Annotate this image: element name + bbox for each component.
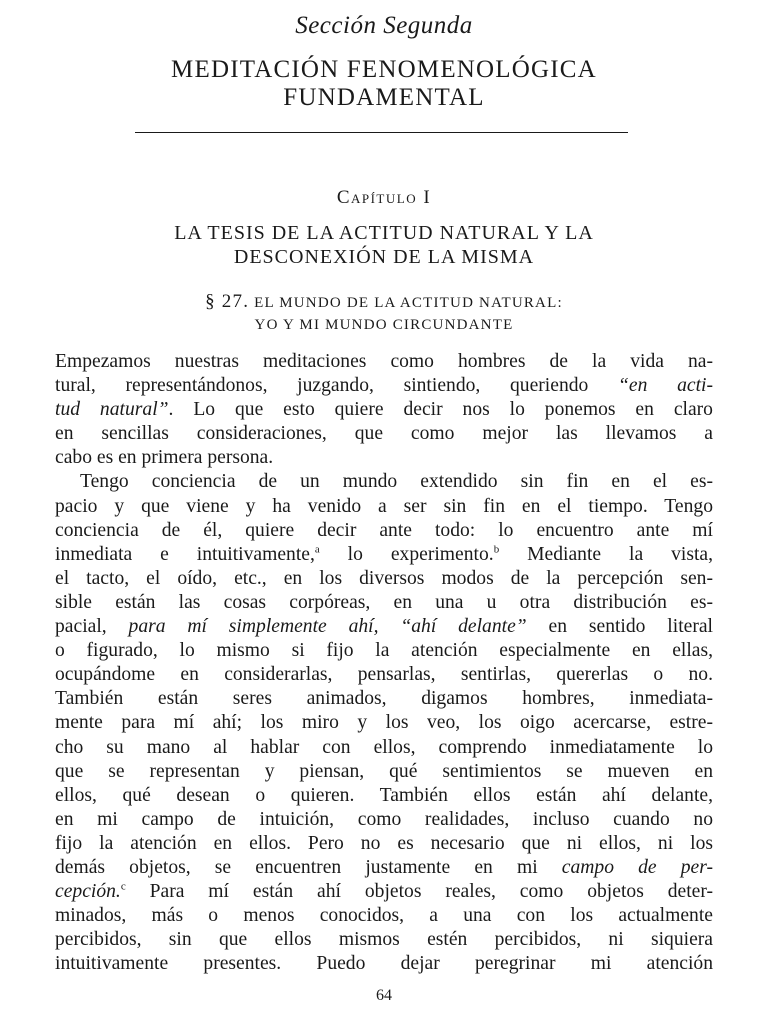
body-line-11: sible están las cosas corpóreas, en una u otra distribución es- [55,591,713,613]
footnote-mark: b [493,543,500,556]
section-title-line-1: MEDITACIÓN FENOMENOLÓGICA [171,56,597,83]
section-sign: § 27. [205,291,250,312]
divider-rule [135,132,628,133]
chapter-title-line-2: DESCONEXIÓN DE LA MISMA [233,246,535,268]
body-line-15: También están seres animados, digamos hombres, inmediata- [55,688,713,710]
body-line-26: intuitivamente presentes. Puedo dejar peregrinar mi atención [55,953,713,975]
chapter-label: Capítulo I [336,187,432,208]
italic-run: tud natural” [55,399,169,421]
text-run: Mediante la vista, [499,543,713,565]
body-line-12 [55,615,713,639]
body-line-24: minados, más o menos conocidos, a una con los actualmente [55,905,713,927]
body-line-6: Tengo conciencia de un mundo extendido sin fin en el es- [80,471,713,493]
section-title [0,56,768,112]
body-line-14: ocupándome en considerarlas, pensarlas, sentirlas, quererlas o no. [55,664,713,686]
body-line-18: que se representan y piensan, qué sentimientos se mueven en [55,760,713,782]
chapter-title-line-1: LA TESIS DE LA ACTITUD NATURAL Y LA [174,222,594,244]
body-line-13: o figurado, lo mismo si fijo la atención especialmente en ellas, [55,640,713,662]
body-line-3 [55,398,713,422]
italic-run: “en acti- [618,375,713,397]
body-line-19: ellos, qué desean o quieren. También ellos están ahí delante, [55,784,713,806]
paragraph-heading [0,291,768,336]
body-line-17: cho su mano al hablar con ellos, comprendo inmediatamente lo [55,736,713,758]
text-run: lo experimento. [319,543,494,565]
body-line-16: mente para mí ahí; los miro y los veo, los oigo acercarse, estre- [55,712,713,734]
body-line-23 [55,880,713,904]
body-text [55,350,713,976]
text-run: . Lo que esto quiere decir nos lo ponemos en claro [168,399,713,421]
text-run: pacial, [55,616,129,638]
body-line-9 [55,543,713,567]
section-label: Sección Segunda [295,12,473,39]
body-line-1: Empezamos nuestras meditaciones como hombres de la vida na- [55,351,713,372]
body-line-21: fijo la atención en ellos. Pero no es necesario que ni ellos, ni los [55,832,713,854]
body-line-4: en sencillas consideraciones, que como mejor las llevamos a [55,423,713,445]
body-line-5: cabo es en primera persona. [55,447,274,469]
text-run: inmediata e intuitivamente, [55,543,315,565]
text-run: en sentido literal [526,616,713,638]
footnote-mark: c [120,880,126,893]
italic-run: campo de per- [561,856,713,878]
paragraph-heading-line-2: YO Y MI MUNDO CIRCUNDANTE [254,317,514,333]
page-number: 64 [376,987,392,1004]
body-line-10: el tacto, el oído, etc., en los diversos modos de la percepción sen- [55,567,713,589]
paragraph-heading-text-1: EL MUNDO DE LA ACTITUD NATURAL: [254,295,563,311]
text-run: demás objetos, se encuentren justamente en mi [55,856,562,878]
body-line-7: pacio y que viene y ha venido a ser sin fin en el tiempo. Tengo [55,495,713,517]
body-line-25: percibidos, sin que ellos mismos estén percibidos, ni siquiera [55,929,713,951]
text-run: Para mí están ahí objetos reales, como objetos deter- [125,881,713,903]
section-title-line-2: FUNDAMENTAL [283,84,485,111]
body-line-2 [55,374,713,398]
body-line-22 [55,856,713,880]
italic-run: para mí simplemente ahí, “ahí delante” [128,616,527,638]
footnote-mark: a [314,543,320,556]
paragraph-heading-line-1 [0,291,768,314]
italic-run: cepción. [55,881,121,903]
body-line-20: en mi campo de intuición, como realidades, incluso cuando no [55,808,713,830]
body-line-8: conciencia de él, quiere decir ante todo: lo encuentro ante mí [55,519,713,541]
chapter-title [0,221,768,269]
text-run: tural, representándonos, juzgando, sintiendo, queriendo [55,375,619,397]
